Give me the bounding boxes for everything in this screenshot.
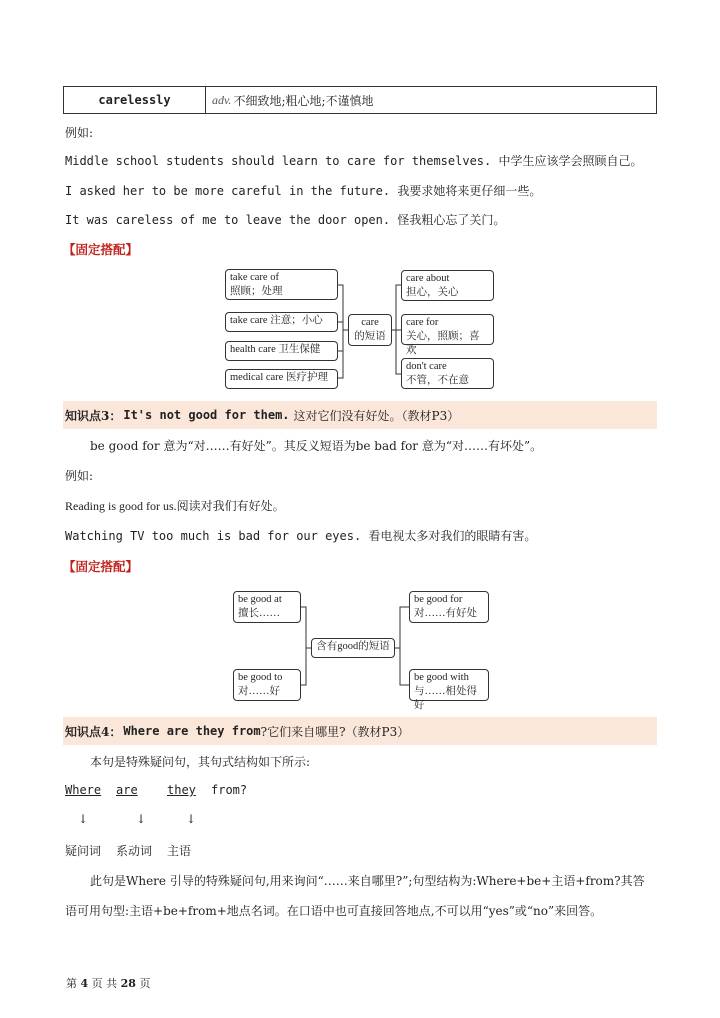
care-right-node: care about 担心，关心 — [401, 270, 494, 301]
knowledge-point-4-bar — [63, 717, 657, 745]
good-right-node: be good for 对……有好处 — [409, 591, 489, 623]
structure-word: Where — [65, 783, 102, 797]
structure-word: they — [167, 783, 196, 797]
good-center-node: 含有good的短语 — [311, 638, 395, 658]
care-left-node: medical care 医疗护理 — [225, 369, 338, 389]
structure-label: 系动词 — [116, 844, 153, 858]
down-arrow-icon: ↓ — [78, 812, 89, 826]
example-sentence: Middle school students should learn to care for themselves. 中学生应该学会照顾自己。 — [65, 154, 643, 168]
down-arrow-icon: ↓ — [186, 812, 197, 826]
structure-label: 疑问词 — [65, 844, 102, 858]
example-sentence: Watching TV too much is bad for our eyes. 看电视太多对我们的眼睛有害。 — [65, 529, 537, 543]
kp3-label: 知识点3： — [65, 408, 122, 423]
good-left-node: be good at 擅长…… — [233, 591, 301, 623]
good-right-node: be good with 与……相处得好 — [409, 669, 489, 701]
kp4-phrase: Where are they from — [123, 724, 261, 738]
current-page: 4 — [80, 977, 89, 990]
good-left-node: be good to 对……好 — [233, 669, 301, 701]
structure-label: 主语 — [167, 844, 192, 858]
example-sentence: Reading is good for us.阅读对我们有好处。 — [65, 499, 285, 513]
example-sentence: I asked her to be more careful in the future. 我要求她将来更仔细一些。 — [65, 184, 542, 198]
kp4-explanation: 语可用句型:主语+be+from+地点名词。在口语中也可直接回答地点,不可以用“yes”或“no”来回答。 — [65, 904, 603, 918]
vocab-meaning: 不细致地;粗心地;不谨慎地 — [233, 93, 374, 108]
care-left-node: take care 注意；小心 — [225, 312, 338, 332]
example-sentence: It was careless of me to leave the door open. 怪我粗心忘了关门。 — [65, 213, 506, 227]
kp3-phrase: It's not good for them. — [123, 408, 290, 422]
down-arrow-icon: ↓ — [136, 812, 147, 826]
total-pages: 28 — [120, 977, 136, 990]
kp4-note: ?它们来自哪里?（教材P3） — [260, 724, 410, 739]
structure-word: from? — [211, 783, 248, 797]
care-center-node: care 的短语 — [348, 314, 392, 346]
vocab-word: carelessly — [64, 87, 206, 113]
example-label: 例如: — [65, 469, 94, 483]
structure-word: are — [116, 783, 138, 797]
care-left-node: health care 卫生保健 — [225, 341, 338, 361]
care-right-node: care for 关心，照顾；喜欢 — [401, 314, 494, 345]
kp4-intro: 本句是特殊疑问句，其句式结构如下所示: — [90, 755, 311, 769]
kp3-note: 这对它们没有好处。（教材P3） — [293, 408, 460, 423]
page-footer: 第 4 页 共 28 页 — [66, 977, 151, 990]
kp3-explanation: be good for 意为“对……有好处”。其反义短语为be bad for 意为“对……有坏处”。 — [90, 439, 543, 453]
vocab-pos: adv. — [212, 92, 232, 107]
kp4-explanation: 此句是Where 引导的特殊疑问句,用来询问“……来自哪里?”;句型结构为:Where+be+主语+from?其答 — [90, 874, 645, 888]
care-right-node: don't care 不管，不在意 — [401, 358, 494, 389]
example-label: 例如: — [65, 126, 94, 140]
fixed-collocation-heading: 【固定搭配】 — [63, 559, 139, 574]
fixed-collocation-heading: 【固定搭配】 — [63, 242, 139, 257]
care-left-node: take care of 照顾；处理 — [225, 269, 338, 300]
kp4-label: 知识点4： — [65, 724, 122, 739]
